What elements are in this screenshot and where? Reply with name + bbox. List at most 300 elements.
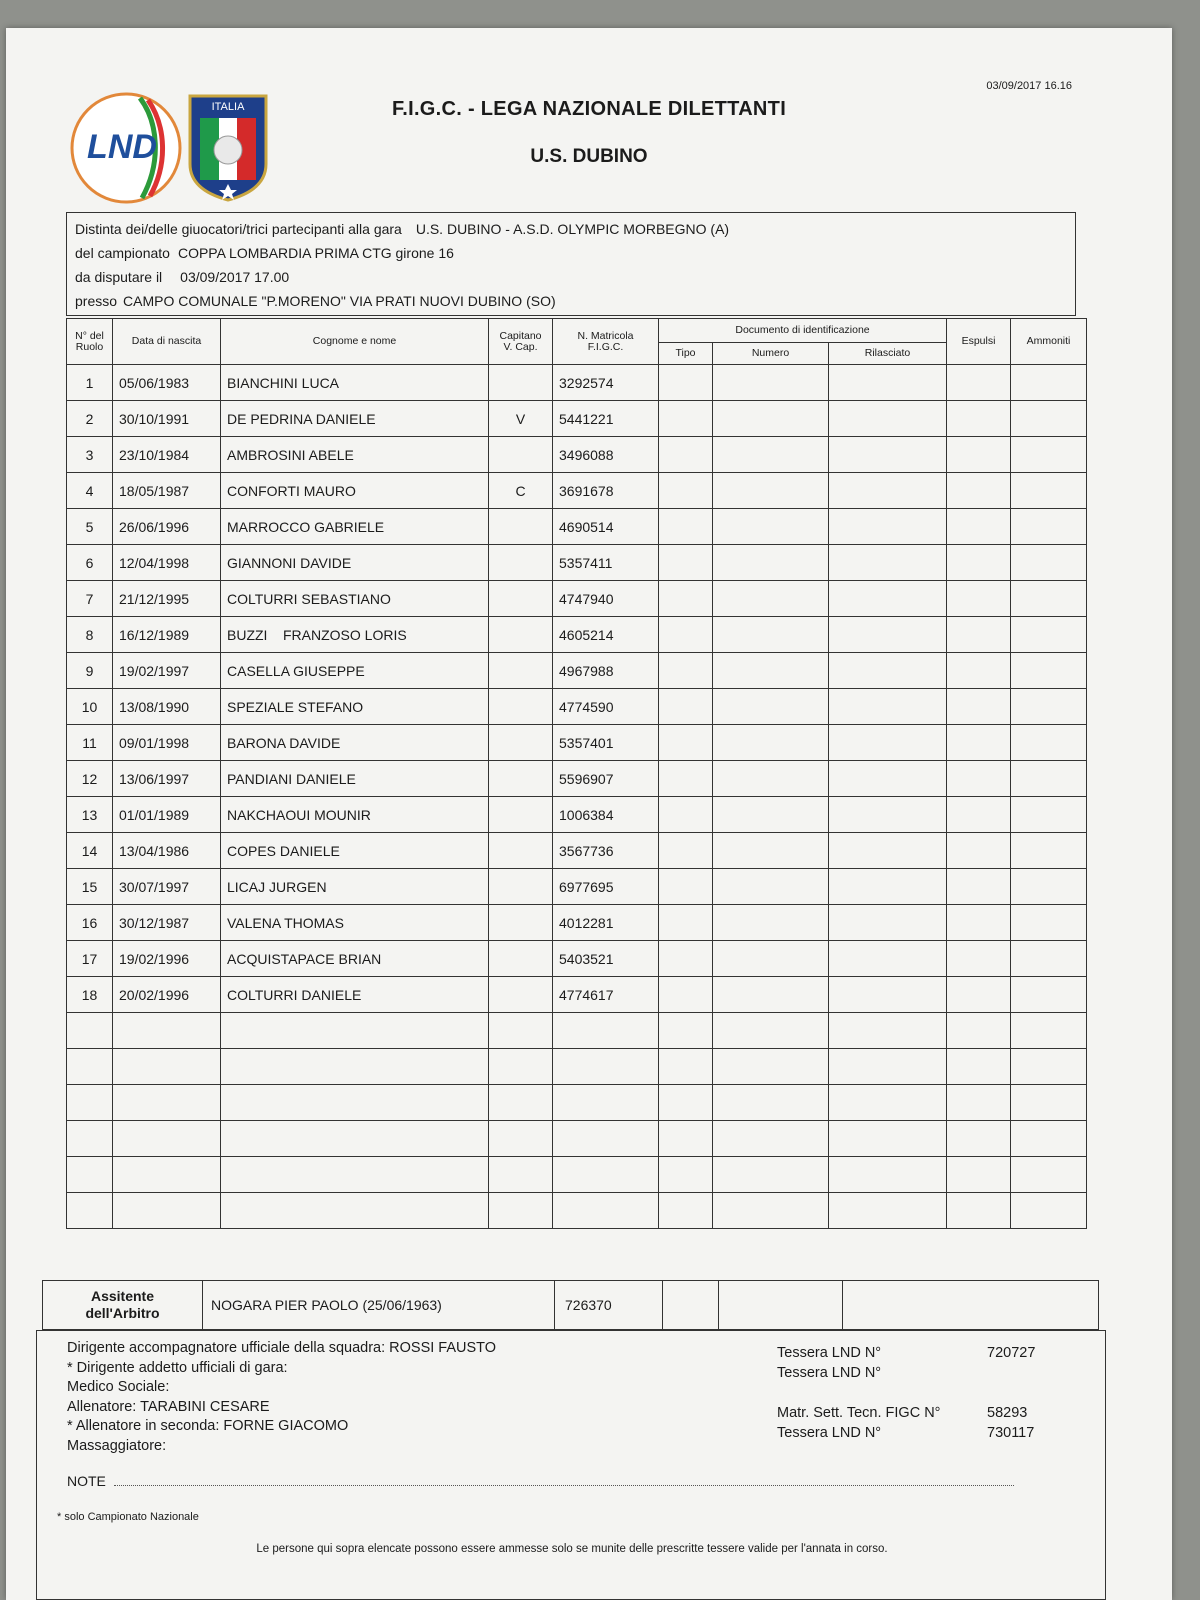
cell-name: COLTURRI SEBASTIANO: [221, 581, 489, 617]
cell-matricola: 6977695: [553, 869, 659, 905]
cell-empty: [829, 1013, 947, 1049]
cell-empty: [713, 977, 829, 1013]
cell-empty: [829, 1049, 947, 1085]
cell-empty: [947, 1121, 1011, 1157]
cell-matricola: 5596907: [553, 761, 659, 797]
cell-empty: [113, 1049, 221, 1085]
cell-empty: [1011, 1193, 1087, 1229]
cell-empty: [489, 1157, 553, 1193]
date-line: da disputare il 03/09/2017 17.00: [75, 269, 290, 285]
cell-empty: [113, 1157, 221, 1193]
cell-cap: [489, 581, 553, 617]
cell-cap: [489, 833, 553, 869]
cell-empty: [713, 365, 829, 401]
col-espulsi: Espulsi: [947, 319, 1011, 365]
cell-empty: [947, 977, 1011, 1013]
cell-empty: [947, 905, 1011, 941]
cell-empty: [67, 1193, 113, 1229]
table-row: [67, 941, 1087, 977]
cell-empty: [1011, 869, 1087, 905]
cell-empty: [947, 1193, 1011, 1229]
cell-birth: 26/06/1996: [113, 509, 221, 545]
cell-name: SPEZIALE STEFANO: [221, 689, 489, 725]
cell-empty: [713, 401, 829, 437]
cell-empty: [67, 1013, 113, 1049]
cell-empty: [713, 545, 829, 581]
cell-matricola: 4605214: [553, 617, 659, 653]
cell-matricola: 4774617: [553, 977, 659, 1013]
match-value: U.S. DUBINO - A.S.D. OLYMPIC MORBEGNO (A): [415, 221, 730, 237]
cell-empty: [1011, 1085, 1087, 1121]
staff-list: [67, 1339, 496, 1456]
cell-empty: [1011, 401, 1087, 437]
cell-birth: 13/04/1986: [113, 833, 221, 869]
cell-empty: [659, 761, 713, 797]
table-row: [67, 977, 1087, 1013]
cell-cap: [489, 689, 553, 725]
cell-empty: [829, 977, 947, 1013]
cell-empty: [947, 1049, 1011, 1085]
cell-empty: [221, 1157, 489, 1193]
cell-empty: [659, 941, 713, 977]
col-matricola: N. Matricola F.I.G.C.: [553, 319, 659, 365]
assistant-name: NOGARA PIER PAOLO (25/06/1963): [203, 1281, 555, 1330]
cell-empty: [829, 437, 947, 473]
cell-empty: [829, 365, 947, 401]
cell-n: 11: [67, 725, 113, 761]
cell-empty: [947, 689, 1011, 725]
cell-cap: [489, 941, 553, 977]
cell-empty: [947, 437, 1011, 473]
cell-empty: [713, 797, 829, 833]
table-row: [67, 617, 1087, 653]
cell-cap: [489, 653, 553, 689]
cell-empty: [1011, 905, 1087, 941]
col-nome: Cognome e nome: [221, 319, 489, 365]
cell-empty: [947, 581, 1011, 617]
dirigente-value: ROSSI FAUSTO: [389, 1340, 497, 1356]
cell-empty: [659, 509, 713, 545]
cell-empty: [67, 1157, 113, 1193]
cell-matricola: 5441221: [553, 401, 659, 437]
cell-matricola: 3292574: [553, 365, 659, 401]
cell-n: 10: [67, 689, 113, 725]
cell-empty: [713, 473, 829, 509]
note-dotted-line: [114, 1475, 1014, 1486]
cell-cap: V: [489, 401, 553, 437]
table-row: [67, 761, 1087, 797]
cell-birth: 19/02/1997: [113, 653, 221, 689]
col-capitano: Capitano V. Cap.: [489, 319, 553, 365]
tessera-values: [987, 1343, 1035, 1443]
cell-matricola: 5357411: [553, 545, 659, 581]
cell-matricola: 4690514: [553, 509, 659, 545]
cell-empty: [1011, 833, 1087, 869]
cell-name: BUZZI FRANZOSO LORIS: [221, 617, 489, 653]
cell-n: 14: [67, 833, 113, 869]
cell-empty: [829, 581, 947, 617]
cell-empty: [1011, 689, 1087, 725]
cell-empty: [659, 1157, 713, 1193]
cell-empty: [221, 1085, 489, 1121]
cell-n: 6: [67, 545, 113, 581]
cell-empty: [659, 617, 713, 653]
cell-name: ACQUISTAPACE BRIAN: [221, 941, 489, 977]
cell-matricola: 3567736: [553, 833, 659, 869]
table-row: [67, 509, 1087, 545]
cell-name: PANDIANI DANIELE: [221, 761, 489, 797]
cell-empty: [659, 1049, 713, 1085]
table-row-empty: [67, 1157, 1087, 1193]
solo-note: * solo Campionato Nazionale: [57, 1511, 199, 1523]
cell-empty: [713, 761, 829, 797]
cell-empty: [713, 833, 829, 869]
cell-cap: [489, 509, 553, 545]
cell-birth: 30/07/1997: [113, 869, 221, 905]
cell-empty: [1011, 473, 1087, 509]
cell-empty: [113, 1013, 221, 1049]
cell-cap: [489, 869, 553, 905]
bottom-note: Le persone qui sopra elencate possono essere ammesse solo se munite delle prescritte tessere valide per l'annata in corso.: [256, 1543, 888, 1555]
cell-birth: 30/12/1987: [113, 905, 221, 941]
cell-birth: 23/10/1984: [113, 437, 221, 473]
table-row: [67, 473, 1087, 509]
cell-empty: [489, 1085, 553, 1121]
cell-empty: [829, 761, 947, 797]
table-row: [67, 545, 1087, 581]
cell-cap: [489, 725, 553, 761]
col-documento: Documento di identificazione: [659, 319, 947, 343]
cell-empty: [947, 365, 1011, 401]
cell-empty: [713, 1085, 829, 1121]
cell-empty: [1011, 1157, 1087, 1193]
cell-birth: 18/05/1987: [113, 473, 221, 509]
cell-name: CONFORTI MAURO: [221, 473, 489, 509]
cell-empty: [829, 509, 947, 545]
cell-name: VALENA THOMAS: [221, 905, 489, 941]
cell-cap: [489, 545, 553, 581]
cell-empty: [659, 401, 713, 437]
cell-empty: [1011, 1121, 1087, 1157]
cell-empty: [713, 617, 829, 653]
cell-name: NAKCHAOUI MOUNIR: [221, 797, 489, 833]
print-timestamp: 03/09/2017 16.16: [986, 80, 1072, 92]
svg-text:LND: LND: [87, 128, 157, 166]
cell-name: BARONA DAVIDE: [221, 725, 489, 761]
cell-n: 13: [67, 797, 113, 833]
table-row-empty: [67, 1193, 1087, 1229]
table-row: [67, 437, 1087, 473]
cell-empty: [221, 1193, 489, 1229]
cell-matricola: 4967988: [553, 653, 659, 689]
cell-cap: [489, 365, 553, 401]
svg-text:ITALIA: ITALIA: [211, 101, 245, 113]
cell-empty: [829, 725, 947, 761]
table-row: [67, 833, 1087, 869]
table-row: [67, 797, 1087, 833]
cell-empty: [947, 653, 1011, 689]
cell-birth: 13/06/1997: [113, 761, 221, 797]
cell-n: 17: [67, 941, 113, 977]
cell-empty: [659, 473, 713, 509]
col-ruolo: N° del Ruolo: [67, 319, 113, 365]
cell-empty: [1011, 545, 1087, 581]
cell-empty: [659, 1121, 713, 1157]
cell-empty: [713, 1157, 829, 1193]
cell-empty: [1011, 761, 1087, 797]
cell-empty: [829, 797, 947, 833]
cell-birth: 30/10/1991: [113, 401, 221, 437]
cell-empty: [947, 761, 1011, 797]
cell-empty: [829, 1193, 947, 1229]
cell-empty: [553, 1049, 659, 1085]
cell-empty: [659, 977, 713, 1013]
table-row: [67, 581, 1087, 617]
cell-empty: [829, 473, 947, 509]
col-nascita: Data di nascita: [113, 319, 221, 365]
cell-empty: [659, 365, 713, 401]
note-line: NOTE: [67, 1473, 1014, 1489]
table-row-empty: [67, 1049, 1087, 1085]
cell-n: 5: [67, 509, 113, 545]
cell-n: 12: [67, 761, 113, 797]
col-tipo: Tipo: [659, 343, 713, 365]
table-row: [67, 653, 1087, 689]
cell-empty: [1011, 509, 1087, 545]
cell-n: 9: [67, 653, 113, 689]
cell-name: MARROCCO GABRIELE: [221, 509, 489, 545]
cell-empty: [1011, 365, 1087, 401]
cell-empty: [489, 1013, 553, 1049]
cell-empty: [829, 905, 947, 941]
cell-name: AMBROSINI ABELE: [221, 437, 489, 473]
cell-matricola: 5357401: [553, 725, 659, 761]
cell-n: 3: [67, 437, 113, 473]
table-row: [67, 689, 1087, 725]
cell-n: 2: [67, 401, 113, 437]
cell-empty: [947, 869, 1011, 905]
medico-line: Medico Sociale:: [67, 1379, 170, 1395]
assistant-matricola: 726370: [555, 1281, 663, 1330]
cell-empty: [1011, 437, 1087, 473]
cell-empty: [713, 1013, 829, 1049]
cell-empty: [947, 797, 1011, 833]
cell-empty: [829, 617, 947, 653]
cell-empty: [659, 905, 713, 941]
cell-empty: [947, 1157, 1011, 1193]
tessera-labels: Tessera LND N° Tessera LND N° Matr. Sett. Tecn. FIGC N° Tessera LND N°: [777, 1345, 941, 1441]
cell-empty: [1011, 581, 1087, 617]
table-row-empty: [67, 1085, 1087, 1121]
cell-matricola: 4774590: [553, 689, 659, 725]
cell-birth: 21/12/1995: [113, 581, 221, 617]
roster-body: [67, 365, 1087, 1229]
match-info-box: [66, 212, 1076, 316]
cell-empty: [713, 1193, 829, 1229]
cell-empty: [113, 1085, 221, 1121]
cell-matricola: 3496088: [553, 437, 659, 473]
cell-birth: 13/08/1990: [113, 689, 221, 725]
cell-empty: [553, 1085, 659, 1121]
cell-empty: [1011, 725, 1087, 761]
cell-empty: [829, 869, 947, 905]
cell-matricola: 5403521: [553, 941, 659, 977]
cell-name: COLTURRI DANIELE: [221, 977, 489, 1013]
massaggiatore-line: Massaggiatore:: [67, 1437, 167, 1454]
cell-birth: 20/02/1996: [113, 977, 221, 1013]
championship-value: COPPA LOMBARDIA PRIMA CTG girone 16: [177, 245, 454, 261]
cell-empty: [947, 545, 1011, 581]
cell-empty: [1011, 1049, 1087, 1085]
cell-empty: [659, 1013, 713, 1049]
cell-empty: [947, 725, 1011, 761]
cell-birth: 19/02/1996: [113, 941, 221, 977]
cell-cap: [489, 437, 553, 473]
cell-n: 8: [67, 617, 113, 653]
cell-empty: [659, 689, 713, 725]
cell-matricola: 3691678: [553, 473, 659, 509]
cell-birth: 16/12/1989: [113, 617, 221, 653]
cell-empty: [659, 437, 713, 473]
cell-birth: 01/01/1989: [113, 797, 221, 833]
cell-name: DE PEDRINA DANIELE: [221, 401, 489, 437]
tessera3-value: 730117: [987, 1425, 1035, 1441]
cell-empty: [1011, 977, 1087, 1013]
cell-empty: [553, 1157, 659, 1193]
cell-empty: [67, 1049, 113, 1085]
roster-table: [66, 318, 1087, 1229]
cell-empty: [829, 833, 947, 869]
cell-empty: [1011, 617, 1087, 653]
tessera1-value: 720727: [987, 1345, 1036, 1361]
cell-name: CASELLA GIUSEPPE: [221, 653, 489, 689]
table-row: [67, 869, 1087, 905]
cell-empty: [947, 617, 1011, 653]
cell-empty: [1011, 653, 1087, 689]
seconda-line: * Allenatore in seconda: FORNE GIACOMO: [67, 1418, 349, 1434]
cell-empty: [829, 653, 947, 689]
col-ammoniti: Ammoniti: [1011, 319, 1087, 365]
cell-empty: [829, 689, 947, 725]
cell-empty: [829, 1121, 947, 1157]
cell-n: 7: [67, 581, 113, 617]
cell-empty: [713, 509, 829, 545]
cell-name: COPES DANIELE: [221, 833, 489, 869]
cell-empty: [713, 437, 829, 473]
assistant-referee-row: [42, 1280, 1099, 1330]
cell-empty: [1011, 797, 1087, 833]
cell-empty: [659, 545, 713, 581]
cell-empty: [659, 797, 713, 833]
cell-empty: [67, 1121, 113, 1157]
cell-n: 1: [67, 365, 113, 401]
cell-cap: [489, 761, 553, 797]
cell-empty: [113, 1193, 221, 1229]
cell-name: GIANNONI DAVIDE: [221, 545, 489, 581]
cell-empty: [947, 401, 1011, 437]
cell-empty: [829, 1157, 947, 1193]
championship-line: del campionato COPPA LOMBARDIA PRIMA CTG girone 16: [75, 245, 454, 261]
cell-empty: [1011, 941, 1087, 977]
table-row: [67, 365, 1087, 401]
table-row: [67, 905, 1087, 941]
cell-birth: 05/06/1983: [113, 365, 221, 401]
dirigente-line: Dirigente accompagnatore ufficiale della squadra: ROSSI FAUSTO: [67, 1340, 497, 1356]
cell-empty: [489, 1193, 553, 1229]
cell-empty: [713, 581, 829, 617]
cell-matricola: 4012281: [553, 905, 659, 941]
table-row-empty: [67, 1013, 1087, 1049]
cell-empty: [659, 1085, 713, 1121]
cell-cap: [489, 905, 553, 941]
cell-empty: [947, 1013, 1011, 1049]
cell-empty: [659, 653, 713, 689]
cell-empty: [221, 1121, 489, 1157]
table-row-empty: [67, 1121, 1087, 1157]
cell-cap: [489, 977, 553, 1013]
venue-line: presso CAMPO COMUNALE "P.MORENO" VIA PRATI NUOVI DUBINO (SO): [75, 293, 556, 309]
cell-empty: [713, 869, 829, 905]
cell-empty: [713, 1121, 829, 1157]
cell-birth: 09/01/1998: [113, 725, 221, 761]
team-name: U.S. DUBINO: [530, 146, 648, 167]
cell-empty: [553, 1121, 659, 1157]
cell-empty: [713, 905, 829, 941]
cell-empty: [947, 509, 1011, 545]
cell-cap: [489, 617, 553, 653]
document-title: F.I.G.C. - LEGA NAZIONALE DILETTANTI: [391, 98, 787, 120]
cell-n: 15: [67, 869, 113, 905]
table-row: [67, 725, 1087, 761]
cell-empty: [659, 1193, 713, 1229]
cell-cap: [489, 797, 553, 833]
cell-empty: [659, 581, 713, 617]
staff-section: [36, 1330, 1106, 1600]
cell-name: BIANCHINI LUCA: [221, 365, 489, 401]
cell-empty: [67, 1085, 113, 1121]
assistant-label: Assitente dell'Arbitro: [43, 1281, 203, 1330]
col-numero: Numero: [713, 343, 829, 365]
cell-empty: [829, 941, 947, 977]
cell-empty: [713, 941, 829, 977]
cell-empty: [829, 1085, 947, 1121]
allenatore-line: Allenatore: TARABINI CESARE: [67, 1398, 270, 1415]
cell-empty: [947, 1085, 1011, 1121]
cell-empty: [713, 689, 829, 725]
addetto-line: * Dirigente addetto ufficiali di gara:: [67, 1359, 288, 1376]
cell-empty: [221, 1049, 489, 1085]
cell-empty: [1011, 1013, 1087, 1049]
match-line: Distinta dei/delle giuocatori/trici partecipanti alla gara U.S. DUBINO - A.S.D. OLYMPIC MORBEGNO (A): [75, 221, 730, 237]
cell-name: LICAJ JURGEN: [221, 869, 489, 905]
cell-empty: [713, 725, 829, 761]
cell-empty: [829, 545, 947, 581]
cell-matricola: 4747940: [553, 581, 659, 617]
cell-n: 4: [67, 473, 113, 509]
cell-empty: [659, 725, 713, 761]
cell-empty: [947, 473, 1011, 509]
cell-empty: [221, 1013, 489, 1049]
col-rilasciato: Rilasciato: [829, 343, 947, 365]
venue-value: CAMPO COMUNALE "P.MORENO" VIA PRATI NUOVI DUBINO (SO): [123, 293, 556, 309]
cell-empty: [489, 1121, 553, 1157]
date-value: 03/09/2017 17.00: [180, 269, 290, 285]
document-sheet: [6, 28, 1172, 1600]
cell-matricola: 1006384: [553, 797, 659, 833]
cell-empty: [659, 833, 713, 869]
cell-empty: [553, 1013, 659, 1049]
cell-empty: [829, 401, 947, 437]
